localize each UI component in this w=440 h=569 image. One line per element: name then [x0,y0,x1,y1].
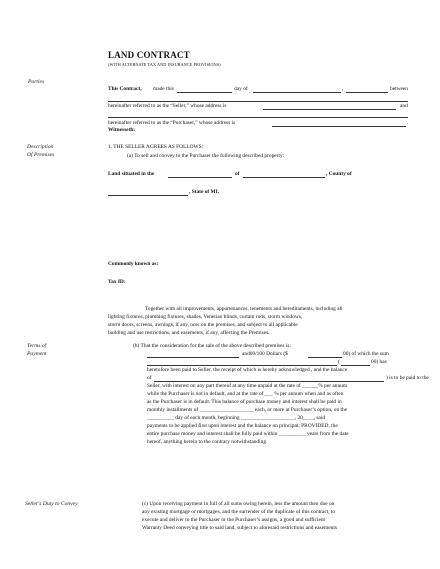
improvements-line-2: lighting fixtures, plumbing fixtures, shades, Venetian blinds, curtain rods, storm windows, [108,314,303,320]
purchaser-address-blank[interactable] [272,126,406,127]
state-label: , State of MI. [189,189,220,195]
day-blank[interactable] [177,92,232,93]
terms-line-1: Seller, with interest on any part thereof at any time unpaid at the rate of ______% per annum [147,383,348,389]
duty-line-2: any existing mortgage or mortgages, and the surrender of the duplicate of this contract, to [142,509,336,515]
tax-id-label: Tax ID: [108,279,126,285]
terms-line-2: while the Purchaser is not in default, and at the rate of ___ % per annum when and as often [147,391,344,397]
duty-line-1: (c) Upon receiving payment in full of all sums owing herein, less the amount then due on [142,501,335,507]
terms-line-4: monthly installments of ____________________ each, or more at Purchaser’s option, on the [147,407,348,413]
price-words-blank[interactable] [147,357,239,358]
down-payment-amount-blank[interactable] [341,365,370,366]
dollars-label: and00/100 Dollars ($ [242,351,288,357]
terms-line-6: payments to be applied first upon interest and the balance on principal; PROVIDED, the [147,423,338,429]
municipality-type-blank[interactable] [168,177,232,178]
improvements-line-3: storm doors, screens, awnings, if any, now on the premises, and subject to all applicable [108,322,298,328]
municipality-name-blank[interactable] [243,177,325,178]
and-label: and [400,103,408,109]
terms-line-5: __________ day of each month, beginning ____________________, 20____, said [147,415,326,421]
land-situated-label: Land situated in the [108,171,155,177]
purchaser-name-blank[interactable] [108,117,408,118]
made-this-label: made this [153,86,174,92]
year-blank[interactable] [346,92,388,93]
of-label: of [235,171,240,177]
has-label: 00) has [371,359,387,365]
commonly-known-label: Commonly known as: [108,261,159,267]
duty-line-4: Warranty Deed conveying title to said land, subject to aforesaid restrictions and easements [142,525,337,531]
margin-label-description: Description [27,144,54,150]
of-which-label: 00) of which the sum [343,351,389,357]
price-amount-blank[interactable] [308,357,342,358]
seller-address-blank[interactable] [263,109,396,110]
margin-label-parties: Parties [28,79,45,85]
day-of-label: day of [234,86,248,92]
terms-line-8: hereof, anything herein to the contrary notwithstanding. [147,439,268,445]
purchaser-address-label: hereinafter referred to as the “Purchaser,” whose address is [108,120,236,126]
item-a-text: (a) To sell and convey to the Purchaser the following described property: [127,153,285,159]
seller-agrees-heading: 1. THE SELLER AGREES AS FOLLOWS: [108,144,204,150]
terms-line-7: entire purchase money and interest shall be fully paid within __________ years from the date [147,431,349,437]
month-blank[interactable] [253,92,341,93]
margin-label-premises: Of Premises [27,152,55,158]
terms-line-3: as the Purchaser is in default. This balance of purchase money and interest shall be paid in [147,399,342,405]
this-contract-label: This Contract, [108,86,142,92]
period-text: . [407,120,409,126]
seller-name-blank[interactable] [108,101,408,102]
balance-of-label: of [147,375,152,381]
margin-label-terms: Terms of [27,343,47,349]
acknowledged-text: heretofore been paid to Seller, the receipt of which is hereby acknowledged , and the balance [147,367,348,373]
seller-address-label: hereinafter referred to as the “Seller,” whose address is [108,103,227,109]
document-title: LAND CONTRACT [108,50,190,60]
improvements-line-1: Together with all improvements, appurtenances, tenements and hereditaments, including all [145,306,343,312]
open-paren-text: ( [338,359,340,365]
balance-amount-blank[interactable] [154,381,384,382]
county-blank[interactable] [108,195,188,196]
between-label: between [390,86,408,92]
witnesseth-label: Witnesseth: [108,127,136,133]
margin-label-sellers-duty: Seller's Duty to Convey [25,501,78,507]
item-b-text: (b) That the consideration for the sale of the above described premises is: [133,343,291,349]
county-of-label: , County of [326,171,352,177]
document-subtitle: (WITH ALTERNATE TAX AND INSURANCE PROVISIONS) [108,62,221,67]
down-payment-words-blank[interactable] [147,365,337,366]
duty-line-3: execute and deliver to the Purchaser or the Purchaser’s assigns, a good and sufficient [142,517,326,523]
improvements-line-4: building and use restrictions, and easements, if any, affecting the Premises. [108,330,270,336]
paid-to-seller-text: ) is to be paid to the [386,375,429,381]
margin-label-payment: Payment [27,351,47,357]
comma-text: , [342,86,344,92]
